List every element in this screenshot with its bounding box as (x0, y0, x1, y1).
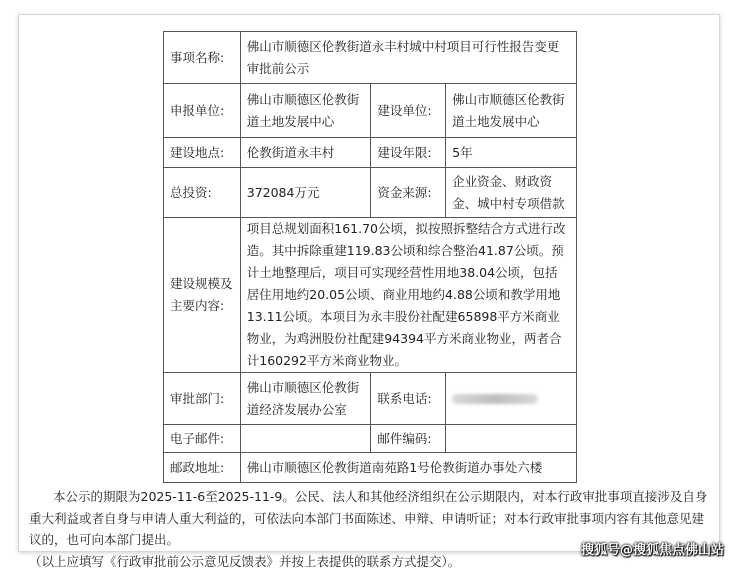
applicant-value: 佛山市顺德区伦教街道土地发展中心 (240, 84, 371, 138)
email-value (240, 425, 371, 453)
address-label: 邮政地址: (164, 453, 241, 483)
item-name-value: 佛山市顺德区伦教街道永丰村城中村项目可行性报告变更审批前公示 (240, 32, 576, 84)
table-row (164, 138, 577, 168)
scope-label: 建设规模及主要内容: (164, 218, 241, 373)
notice-paragraph: 本公示的期限为2025-11-6至2025-11-9。公民、法人和其他经济组织在公示期限内，对本行政审批事项直接涉及自身重大利益或者自身与申请人重大利益的，可依法向本部门书面陈述、申辩、申请听证；对本行政审批事项内容有其他意见建议的，也可向本部门提出。 (29, 486, 713, 551)
builder-value: 佛山市顺德区伦教街道土地发展中心 (446, 84, 577, 138)
phone-value (446, 373, 577, 425)
watermark-text: 搜狐号@搜狐焦点佛山站 (581, 539, 724, 558)
builder-label: 建设单位: (371, 84, 446, 138)
table-row (164, 218, 577, 373)
notice-text (29, 486, 713, 572)
location-label: 建设地点: (164, 138, 241, 168)
investment-label: 总投资: (164, 168, 241, 218)
table-row (164, 32, 577, 84)
email-label: 电子邮件: (164, 425, 241, 453)
redacted-phone (452, 394, 538, 404)
funding-source-label: 资金来源: (371, 168, 446, 218)
location-value: 伦教街道永丰村 (240, 138, 371, 168)
project-info-table (163, 31, 577, 483)
phone-label: 联系电话: (371, 373, 446, 425)
table-row (164, 373, 577, 425)
address-value: 佛山市顺德区伦教街道南苑路1号伦教街道办事处六楼 (240, 453, 576, 483)
duration-label: 建设年限: (371, 138, 446, 168)
approval-dept-value: 佛山市顺德区伦教街道经济发展办公室 (240, 373, 371, 425)
table-row (164, 168, 577, 218)
approval-dept-label: 审批部门: (164, 373, 241, 425)
postcode-label: 邮件编码: (371, 425, 446, 453)
table-row (164, 84, 577, 138)
table-row (164, 453, 577, 483)
duration-value: 5年 (446, 138, 577, 168)
item-name-label: 事项名称: (164, 32, 241, 84)
applicant-label: 申报单位: (164, 84, 241, 138)
postcode-value (446, 425, 577, 453)
scope-value: 项目总规划面积161.70公顷，拟按照拆整结合方式进行改造。其中拆除重建119.83公顷和综合整治41.87公顷。预计土地整理后，项目可实现经营性用地38.04公顷，包括居住用地约20.05公顷、商业用地约4.88公顷和教学用地13.11公顷。本项目为永丰股份社配建65898平方米商业物业，为鸡洲股份社配建94394平方米商业物业，两者合计160292平方米商业物业。 (240, 218, 576, 373)
table-row (164, 425, 577, 453)
funding-source-value: 企业资金、财政资金、城中村专项借款 (446, 168, 577, 218)
notice-note: （以上应填写《行政审批前公示意见反馈表》并按上表提供的联系方式提交）。 (29, 551, 713, 572)
investment-value: 372084万元 (240, 168, 371, 218)
